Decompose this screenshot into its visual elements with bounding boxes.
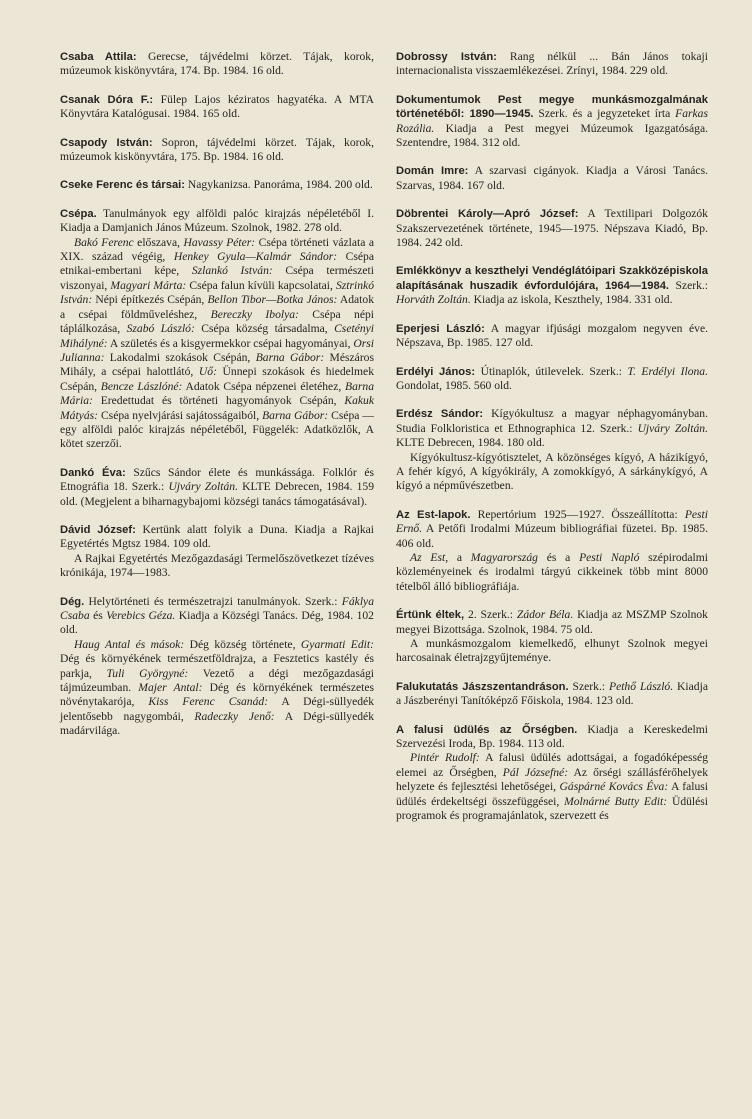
entry-text: Kertünk alatt folyik a Duna. Kiadja a Rajkai Egyetértés Mgtsz 1984. 109 old. (60, 522, 374, 551)
bibliography-entry (396, 322, 708, 351)
contents-text: A Rajkai Egyetértés Mezőgazdasági Termelőszövetkezet tízéves krónikája, 1974—1983. (60, 551, 374, 580)
entry-heading: Dávid József: (60, 523, 136, 536)
entry-editor: Fáklya Csaba (60, 594, 374, 622)
entry-editor: Ujváry Zoltán. (168, 480, 238, 494)
contents-text: , a (445, 550, 471, 564)
entry-text: Kiadja a Jászberényi Tanítóképző Főiskola, 1984. 123 old. (396, 679, 708, 708)
right-column (396, 50, 708, 837)
contents-text: Csépa történeti vázlata a XIX. század végéig, (60, 235, 375, 264)
contents-text: Üdülési programok és programajánlatok, szervezett és (396, 794, 709, 823)
entry-heading: Falukutatás Jászszentandráson. (396, 680, 569, 693)
entry-text: Szerk.: (669, 278, 708, 292)
entry-text: Kígyókultusz a magyar néphagyományban. Studia Folkloristica et Ethnographica 12. Szerk.: (396, 407, 709, 435)
entry-text: Sopron, tájvédelmi körzet. Tájak, korok, múzeumok kiskönyvtára, 175. Bp. 1984. 16 old. (60, 135, 374, 164)
contributor-name: Szlankó István: (191, 264, 273, 278)
contents-text: és a (537, 550, 580, 564)
contributor-name: Gáspárné Kovács Éva: (559, 780, 669, 794)
contributor-name: Magyarország (470, 550, 538, 564)
bibliography-entry (60, 93, 374, 122)
entry-heading: Dokumentumok Pest megye munkásmozgalmának történetéből: 1890—1945. (396, 93, 708, 121)
contributor-name: Pesti Napló (579, 550, 640, 564)
entry-text: Kiadja a Községi Tanács. Dég, 1984. 102 old. (60, 609, 374, 637)
entry-heading: A falusi üdülés az Őrségben. (396, 723, 578, 736)
contents-text: Csépa község társadalma, (194, 322, 335, 336)
entry-text: Helytörténeti és természetrajzi tanulmányok. Szerk.: (84, 594, 342, 608)
entry-text: A Textilipari Dolgozók Szakszervezetének története, 1945—1975. Népszava Kiadó, Bp. 1984. 242 old. (396, 207, 708, 250)
entry-heading: Az Est-lapok. (396, 508, 471, 521)
contents-text: Csépa — egy alföldi palóc kirajzás népéletéből, Függelék: Adatközlők, A kötet szerzői. (60, 408, 374, 451)
bibliography-entry (396, 164, 708, 193)
contents-text: Csépa nyelvjárási sajátosságaiból, (98, 408, 263, 422)
contributor-name: Szabó László: (126, 322, 195, 336)
contributor-name: Havassy Péter: (183, 235, 256, 249)
entry-editor: Zádor Béla. (516, 608, 574, 622)
contents-text: Lakodalmi szokások Csépán, (104, 350, 256, 364)
entry-text: Kiadja a Kereskedelmi Szervezési Iroda, Bp. 1984. 113 old. (396, 722, 708, 751)
entry-text: és (89, 609, 107, 622)
entry-editor: Horváth Zoltán. (396, 293, 471, 307)
entry-contents (60, 638, 374, 739)
entry-text: A szarvasi cigányok. Kiadja a Városi Tanács. Szarvas, 1984. 167 old. (396, 164, 708, 192)
contents-text: A Dégi-süllyedék madárvilága. (60, 709, 374, 738)
bibliography-entry (396, 50, 708, 79)
bibliography-entry (60, 595, 374, 739)
contributor-name: Magyari Márta: (110, 278, 187, 292)
entry-contents (60, 552, 374, 581)
entry-heading: Domán Imre: (396, 165, 469, 178)
entry-editor: Pethő László. (608, 679, 674, 693)
entry-citation (396, 608, 708, 637)
contributor-name: Kakuk Mátyás: (60, 394, 374, 422)
entry-editor: Verebics Géza. (106, 609, 176, 622)
bibliography-entry (396, 93, 708, 151)
contributor-name: Haug Antal és mások: (74, 637, 185, 651)
bibliography-entry (396, 680, 708, 709)
bibliography-entry (60, 523, 374, 581)
bibliography-entry (396, 608, 708, 666)
entry-citation (396, 322, 708, 351)
bibliography-entry (60, 136, 374, 165)
entry-contents (396, 451, 708, 494)
entry-citation (396, 365, 708, 394)
entry-citation (60, 50, 374, 79)
entry-text: KLTE Debrecen, 1984. 180 old. (396, 436, 545, 450)
contents-text: Csépa etnikai-embertani képe, (60, 250, 375, 278)
bibliography-entry (396, 365, 708, 394)
contributor-name: Barna Mária: (60, 379, 374, 408)
entry-citation (60, 93, 374, 122)
entry-heading: Csaba Attila: (60, 51, 137, 63)
entry-text: 2. Szerk.: (464, 608, 517, 622)
contributor-name: Az Est (410, 550, 446, 564)
entry-heading: Értünk éltek, (396, 609, 465, 622)
entry-text: Gondolat, 1985. 560 old. (396, 378, 512, 392)
entry-citation (396, 207, 708, 250)
entry-heading: Döbrentei Károly—Apró József: (396, 208, 579, 221)
contributor-name: Majer Antal: (138, 681, 203, 695)
entry-text: A Petőfi Irodalmi Múzeum bibliográfiai füzetei. Bp. 1985. 406 old. (396, 522, 708, 550)
entry-citation (60, 595, 374, 638)
entry-text: Útinaplók, útilevelek. Szerk.: (475, 364, 628, 378)
contributor-name: Sztrinkó István: (60, 278, 375, 307)
contents-text: szépirodalmi közleményeinek és irodalmi tárgyú cikkeinek több mint 8000 tételből álló bibliográfiája. (396, 550, 709, 593)
entry-heading: Dég. (60, 595, 85, 608)
bibliography-entry (60, 178, 374, 192)
contents-text: Népi építkezés Csépán, (92, 293, 208, 307)
entry-heading: Dankó Éva: (60, 466, 126, 479)
contents-text: Eredettudat és történeti hagyományok Csépán, (92, 394, 345, 408)
contributor-name: Radeczky Jenő: (194, 709, 275, 723)
contents-text: Csépa népi táplálkozása, (60, 307, 374, 336)
contributor-name: Barna Gábor: (262, 408, 329, 422)
contents-text: Ünnepi szokások és hiedelmek Csépán, (60, 365, 374, 393)
entry-citation (60, 523, 374, 552)
entry-editor: Pesti Ernő. (396, 507, 708, 536)
contents-text: A Dégi-süllyedék jelentősebb nagygombái, (60, 695, 374, 723)
contributor-name: Bakó Ferenc (74, 235, 134, 249)
entry-citation (396, 680, 708, 709)
contributor-name: Orsi Julianna: (60, 336, 374, 364)
contributor-name: Gyarmati Edit: (300, 637, 374, 651)
entry-text: Gerecse, tájvédelmi körzet. Tájak, korok, múzeumok kiskönyvtára, 174. Bp. 1984. 16 old. (60, 50, 374, 78)
contents-text: Adatok Csépa népzenei életéhez, (182, 379, 345, 393)
entry-citation (60, 207, 374, 236)
contributor-name: Molnárné Butty Edit: (564, 794, 668, 808)
contents-text: Dég és környékének természetföldrajza, a Fesztetics kastély és parkja, (60, 652, 374, 680)
contents-text: A munkásmozgalom kiemelkedő, elhunyt Szolnok megyei harcosainak életrajzgyűjteménye. (396, 637, 708, 665)
contributor-name: Henkey Gyula—Kalmár Sándor: (173, 250, 338, 264)
bibliography-entry (60, 50, 374, 79)
entry-citation (396, 264, 708, 307)
entry-editor: Farkas Rozália. (396, 107, 708, 135)
bibliography-entry (396, 723, 708, 824)
contents-text: Csépa falun kívüli kapcsolatai, (186, 278, 336, 292)
entry-citation (396, 164, 708, 193)
contents-text: előszava, (133, 235, 184, 249)
left-column (60, 50, 374, 753)
entry-editor: Ujváry Zoltán. (637, 421, 708, 435)
contributor-name: Bereczky Ibolya: (210, 307, 299, 321)
contributor-name: Bencze Lászlóné: (100, 379, 183, 393)
bibliography-entry (60, 207, 374, 452)
contents-text: Adatok a csépai földműveléshez, (60, 293, 374, 321)
contributor-name: Bellon Tibor—Botka János: (207, 293, 338, 307)
contents-text: A falusi üdülés érdekeltségi összefüggései, (396, 780, 708, 808)
contents-text: A falusi üdülés adottságai, a fogadóképesség elemei az Őrségben, (396, 751, 708, 779)
entry-heading: Erdélyi János: (396, 365, 476, 378)
entry-text: Kiadja az iskola, Keszthely, 1984. 331 old. (470, 293, 673, 307)
contributor-name: Barna Gábor: (255, 350, 325, 364)
entry-citation (396, 93, 708, 151)
entry-text: Tanulmányok egy alföldi palóc kirajzás népéletéből I. Kiadja a Damjanich János Múzeum. Szolnok, 1982. 278 old. (60, 206, 374, 235)
entry-heading: Cseke Ferenc és társai: (60, 179, 186, 192)
entry-heading: Emlékkönyv a keszthelyi Vendéglátóipari Szakközépiskola alapításának huszadik évfordulójára, 1964—1984. (396, 265, 708, 292)
contributor-name: Tuli Györgyné: (106, 666, 189, 680)
bibliography-entry (396, 508, 708, 594)
entry-text: Szűcs Sándor élete és munkássága. Folklór és Etnográfia 18. Szerk.: (60, 465, 374, 494)
entry-contents (60, 236, 374, 452)
entry-text: Kiadja az MSZMP Szolnok megyei Bizottsága. Szolnok, 1984. 75 old. (396, 608, 708, 636)
entry-heading: Erdész Sándor: (396, 408, 484, 421)
entry-text: Fülep Lajos kéziratos hagyatéka. A MTA Könyvtára Katalógusai. 1984. 165 old. (60, 92, 374, 121)
bibliography-entry (396, 264, 708, 307)
entry-citation (60, 178, 374, 192)
contents-text: Az őrségi szállásférőhelyek helyzete és fejlesztési lehetőségei, (396, 765, 708, 794)
contributor-name: Uő: (198, 365, 217, 379)
entry-text: A magyar ifjúsági mozgalom negyven éve. Népszava, Bp. 1985. 127 old. (396, 321, 708, 350)
entry-editor: T. Erdélyi Ilona. (627, 364, 708, 378)
entry-heading: Csapody István: (60, 136, 153, 149)
entry-heading: Eperjesi László: (396, 322, 485, 335)
contents-text: A születés és a kisgyermekkor csépai hagyományai, (107, 336, 354, 350)
entry-text: KLTE Debrecen, 1984. 159 old. (Megjelent a biharnagybajomi községi tanács támogatásával). (60, 480, 374, 508)
contents-text: Csépa természeti viszonyai, (60, 264, 374, 292)
entry-contents (396, 751, 708, 823)
entry-heading: Csépa. (60, 207, 97, 220)
entry-text: Rang nélkül ... Bán János tokaji internacionalista visszaemlékezései. Zrínyi, 1984. 229 old. (396, 50, 708, 78)
entry-text: Szerk.: (568, 679, 609, 693)
entry-heading: Csanak Dóra F.: (60, 93, 154, 106)
entry-heading: Dobrossy István: (396, 51, 497, 63)
entry-text: Nagykanizsa. Panoráma, 1984. 200 old. (185, 178, 373, 192)
bibliography-entry (60, 466, 374, 509)
bibliography-entry (396, 407, 708, 493)
contents-text: Dég és környékének természetes növénytakarója, (60, 681, 374, 709)
entry-citation (396, 508, 708, 551)
entry-text: Kiadja a Pest megyei Múzeumok Igazgatósága. Szentendre, 1984. 312 old. (396, 121, 708, 150)
entry-contents (396, 551, 708, 594)
contents-text: Kígyókultusz-kígyótisztelet, A közönséges kígyó, A házikígyó, A fehér kígyó, A kígyókirály, A zomokkígyó, A sárkánykígyó, A kígyó a népművészetben. (396, 450, 708, 493)
entry-citation (60, 466, 374, 509)
entry-citation (396, 407, 708, 450)
contributor-name: Kiss Ferenc Csanád: (148, 695, 269, 709)
contributor-name: Csetényi Mihályné: (60, 322, 374, 350)
entry-citation (396, 723, 708, 752)
contents-text: Dég község története, (184, 637, 301, 651)
entry-contents (396, 637, 708, 666)
entry-text: Repertórium 1925—1927. Összeállította: (470, 507, 685, 521)
entry-citation (60, 136, 374, 165)
bibliography-entry (396, 207, 708, 250)
contents-text: Vezető a dégi mezőgazdasági tájmúzeumban. (60, 666, 374, 695)
contributor-name: Pál Józsefné: (502, 765, 569, 779)
contents-text: Mészáros Mihály, a csépai halottlátó, (60, 350, 374, 379)
entry-citation (396, 50, 708, 79)
contributor-name: Pintér Rudolf: (410, 751, 480, 765)
entry-text: Szerk. és a jegyzeteket írta (533, 107, 676, 121)
